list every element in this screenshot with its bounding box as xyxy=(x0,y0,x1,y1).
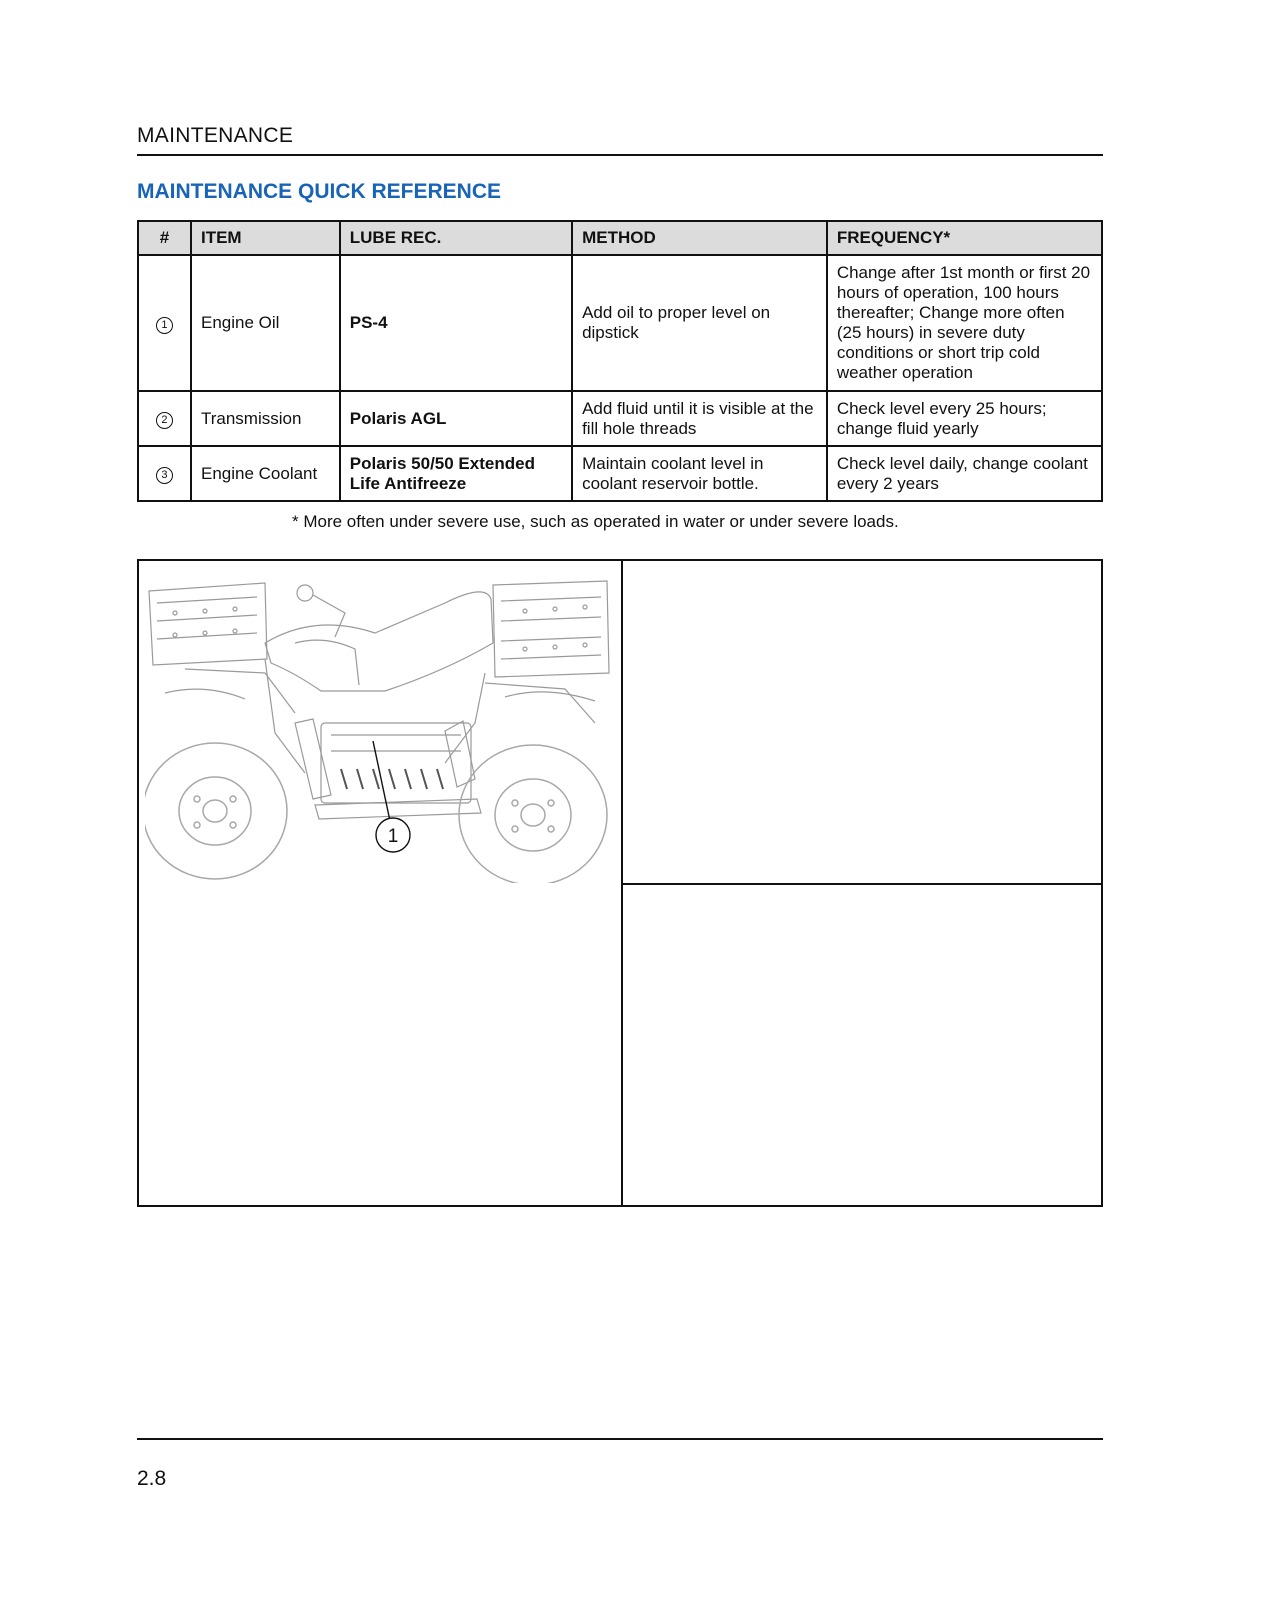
page-number: 2.8 xyxy=(137,1467,167,1490)
footer-rule xyxy=(137,1438,1103,1440)
item-cell: Transmission xyxy=(191,391,340,446)
lube-cell: Polaris AGL xyxy=(340,391,572,446)
lube-cell: PS-4 xyxy=(340,255,572,391)
grid-horizontal-divider xyxy=(623,883,1101,885)
section-header: MAINTENANCE xyxy=(137,124,294,147)
method-cell: Add fluid until it is visible at the fill hole threads xyxy=(572,391,827,446)
row-number-cell xyxy=(138,255,191,391)
table-row xyxy=(138,255,1102,391)
col-header-item: ITEM xyxy=(191,221,340,255)
frequency-cell: Check level daily, change coolant every 2 years xyxy=(827,446,1102,501)
header-rule xyxy=(137,154,1103,156)
table-row xyxy=(138,391,1102,446)
atv-engine-oil-illustration xyxy=(145,573,613,883)
col-header-lube: LUBE REC. xyxy=(340,221,572,255)
method-cell: Maintain coolant level in coolant reservoir bottle. xyxy=(572,446,827,501)
maintenance-table xyxy=(137,220,1103,502)
method-cell: Add oil to proper level on dipstick xyxy=(572,255,827,391)
circled-number: 2 xyxy=(156,412,173,429)
frequency-cell: Check level every 25 hours; change fluid yearly xyxy=(827,391,1102,446)
frequency-cell: Change after 1st month or first 20 hours of operation, 100 hours thereafter; Change more often (25 hours) in severe duty conditions or short trip cold weather operation xyxy=(827,255,1102,391)
lube-cell: Polaris 50/50 Extended Life Antifreeze xyxy=(340,446,572,501)
footnote: * More often under severe use, such as operated in water or under severe loads. xyxy=(292,512,899,531)
row-number-cell xyxy=(138,446,191,501)
item-cell: Engine Coolant xyxy=(191,446,340,501)
table-row xyxy=(138,446,1102,501)
col-header-number: # xyxy=(138,221,191,255)
circled-number: 1 xyxy=(156,317,173,334)
col-header-method: METHOD xyxy=(572,221,827,255)
row-number-cell xyxy=(138,391,191,446)
item-cell: Engine Oil xyxy=(191,255,340,391)
page-title: MAINTENANCE QUICK REFERENCE xyxy=(137,180,502,203)
circled-number: 3 xyxy=(156,467,173,484)
table-header-row xyxy=(138,221,1102,255)
callout-number: 1 xyxy=(387,826,399,847)
col-header-frequency: FREQUENCY* xyxy=(827,221,1102,255)
figure-grid xyxy=(137,559,1103,1207)
